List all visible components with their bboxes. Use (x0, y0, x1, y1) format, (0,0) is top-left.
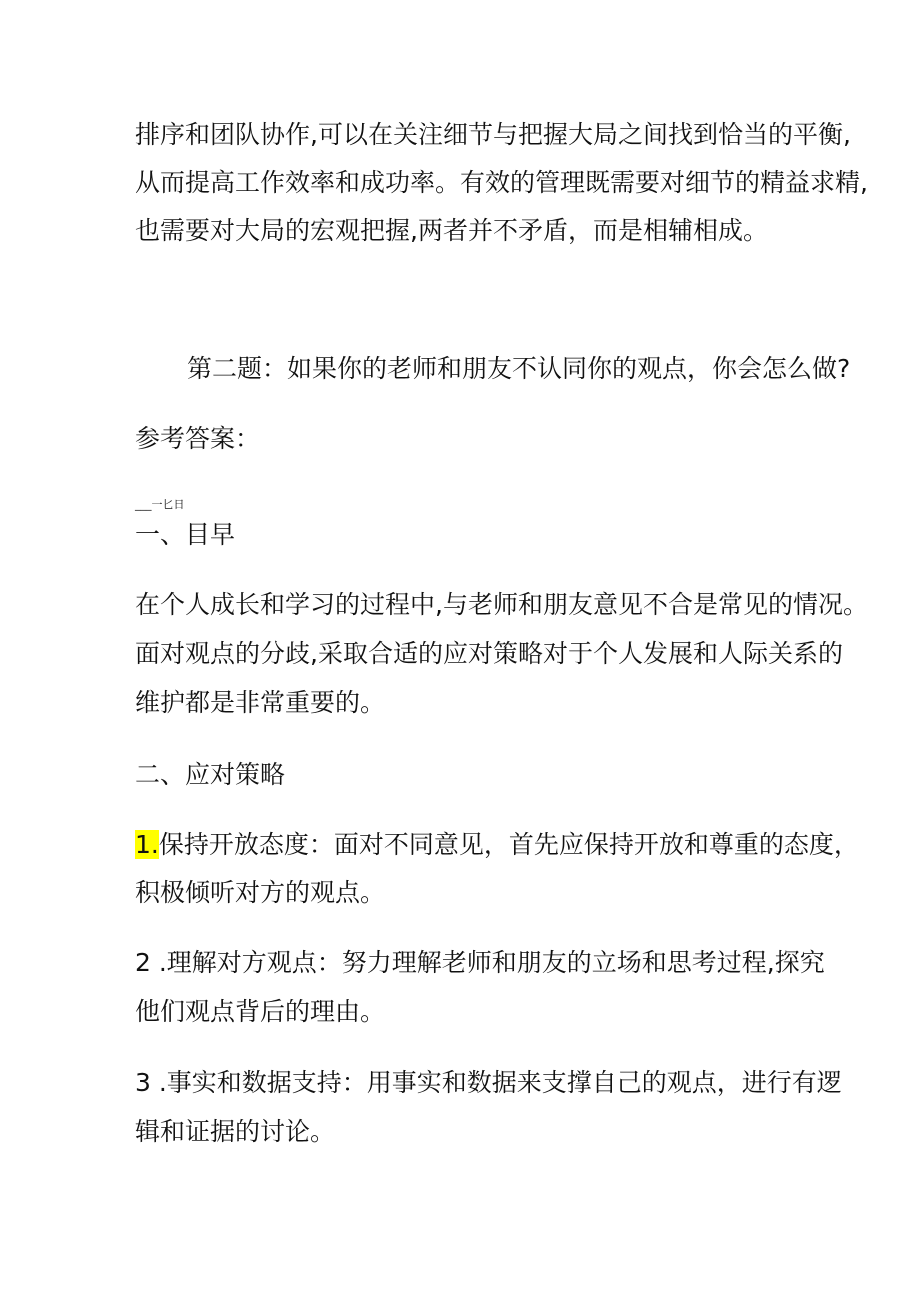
list-item-number: 2 (135, 948, 151, 977)
stray-mark: ___一匕日 (135, 498, 185, 511)
list-item-text: .理解对方观点：努力理解老师和朋友的立场和思考过程,探究 (150, 948, 825, 977)
paragraph-line: 从而提高工作效率和成功率。有效的管理既需要对细节的精益求精, (135, 168, 868, 197)
list-item-continuation: 他们观点背后的理由。 (135, 997, 386, 1026)
paragraph-line: 也需要对大局的宏观把握,两者并不矛盾，而是相辅相成。 (135, 216, 768, 245)
list-item-number: 3 (135, 1068, 151, 1097)
question-heading: 第二题：如果你的老师和朋友不认同你的观点，你会怎么做? (187, 354, 851, 383)
paragraph-line: 在个人成长和学习的过程中,与老师和朋友意见不合是常见的情况。 (135, 590, 868, 619)
list-item (135, 1066, 842, 1100)
paragraph-line: 面对观点的分歧,采取合适的应对策略对于个人发展和人际关系的 (135, 639, 843, 668)
paragraph-line: 排序和团队协作,可以在关注细节与把握大局之间找到恰当的平衡, (135, 120, 851, 149)
answer-label: 参考答案： (135, 424, 261, 453)
list-item-text: .事实和数据支持：用事实和数据来支撑自己的观点，进行有逻 (150, 1068, 842, 1097)
list-item-continuation: 辑和证据的讨论。 (135, 1117, 336, 1146)
list-item-number: 1. (135, 830, 159, 859)
list-item (135, 828, 859, 862)
list-item-text: 保持开放态度：面对不同意见，首先应保持开放和尊重的态度， (158, 830, 859, 859)
list-item-continuation: 积极倾听对方的观点。 (135, 878, 386, 907)
list-item (135, 946, 825, 980)
section-heading: 一、目早 (135, 520, 236, 549)
paragraph-line: 维护都是非常重要的。 (135, 688, 386, 717)
section-heading: 二、应对策略 (135, 760, 286, 789)
